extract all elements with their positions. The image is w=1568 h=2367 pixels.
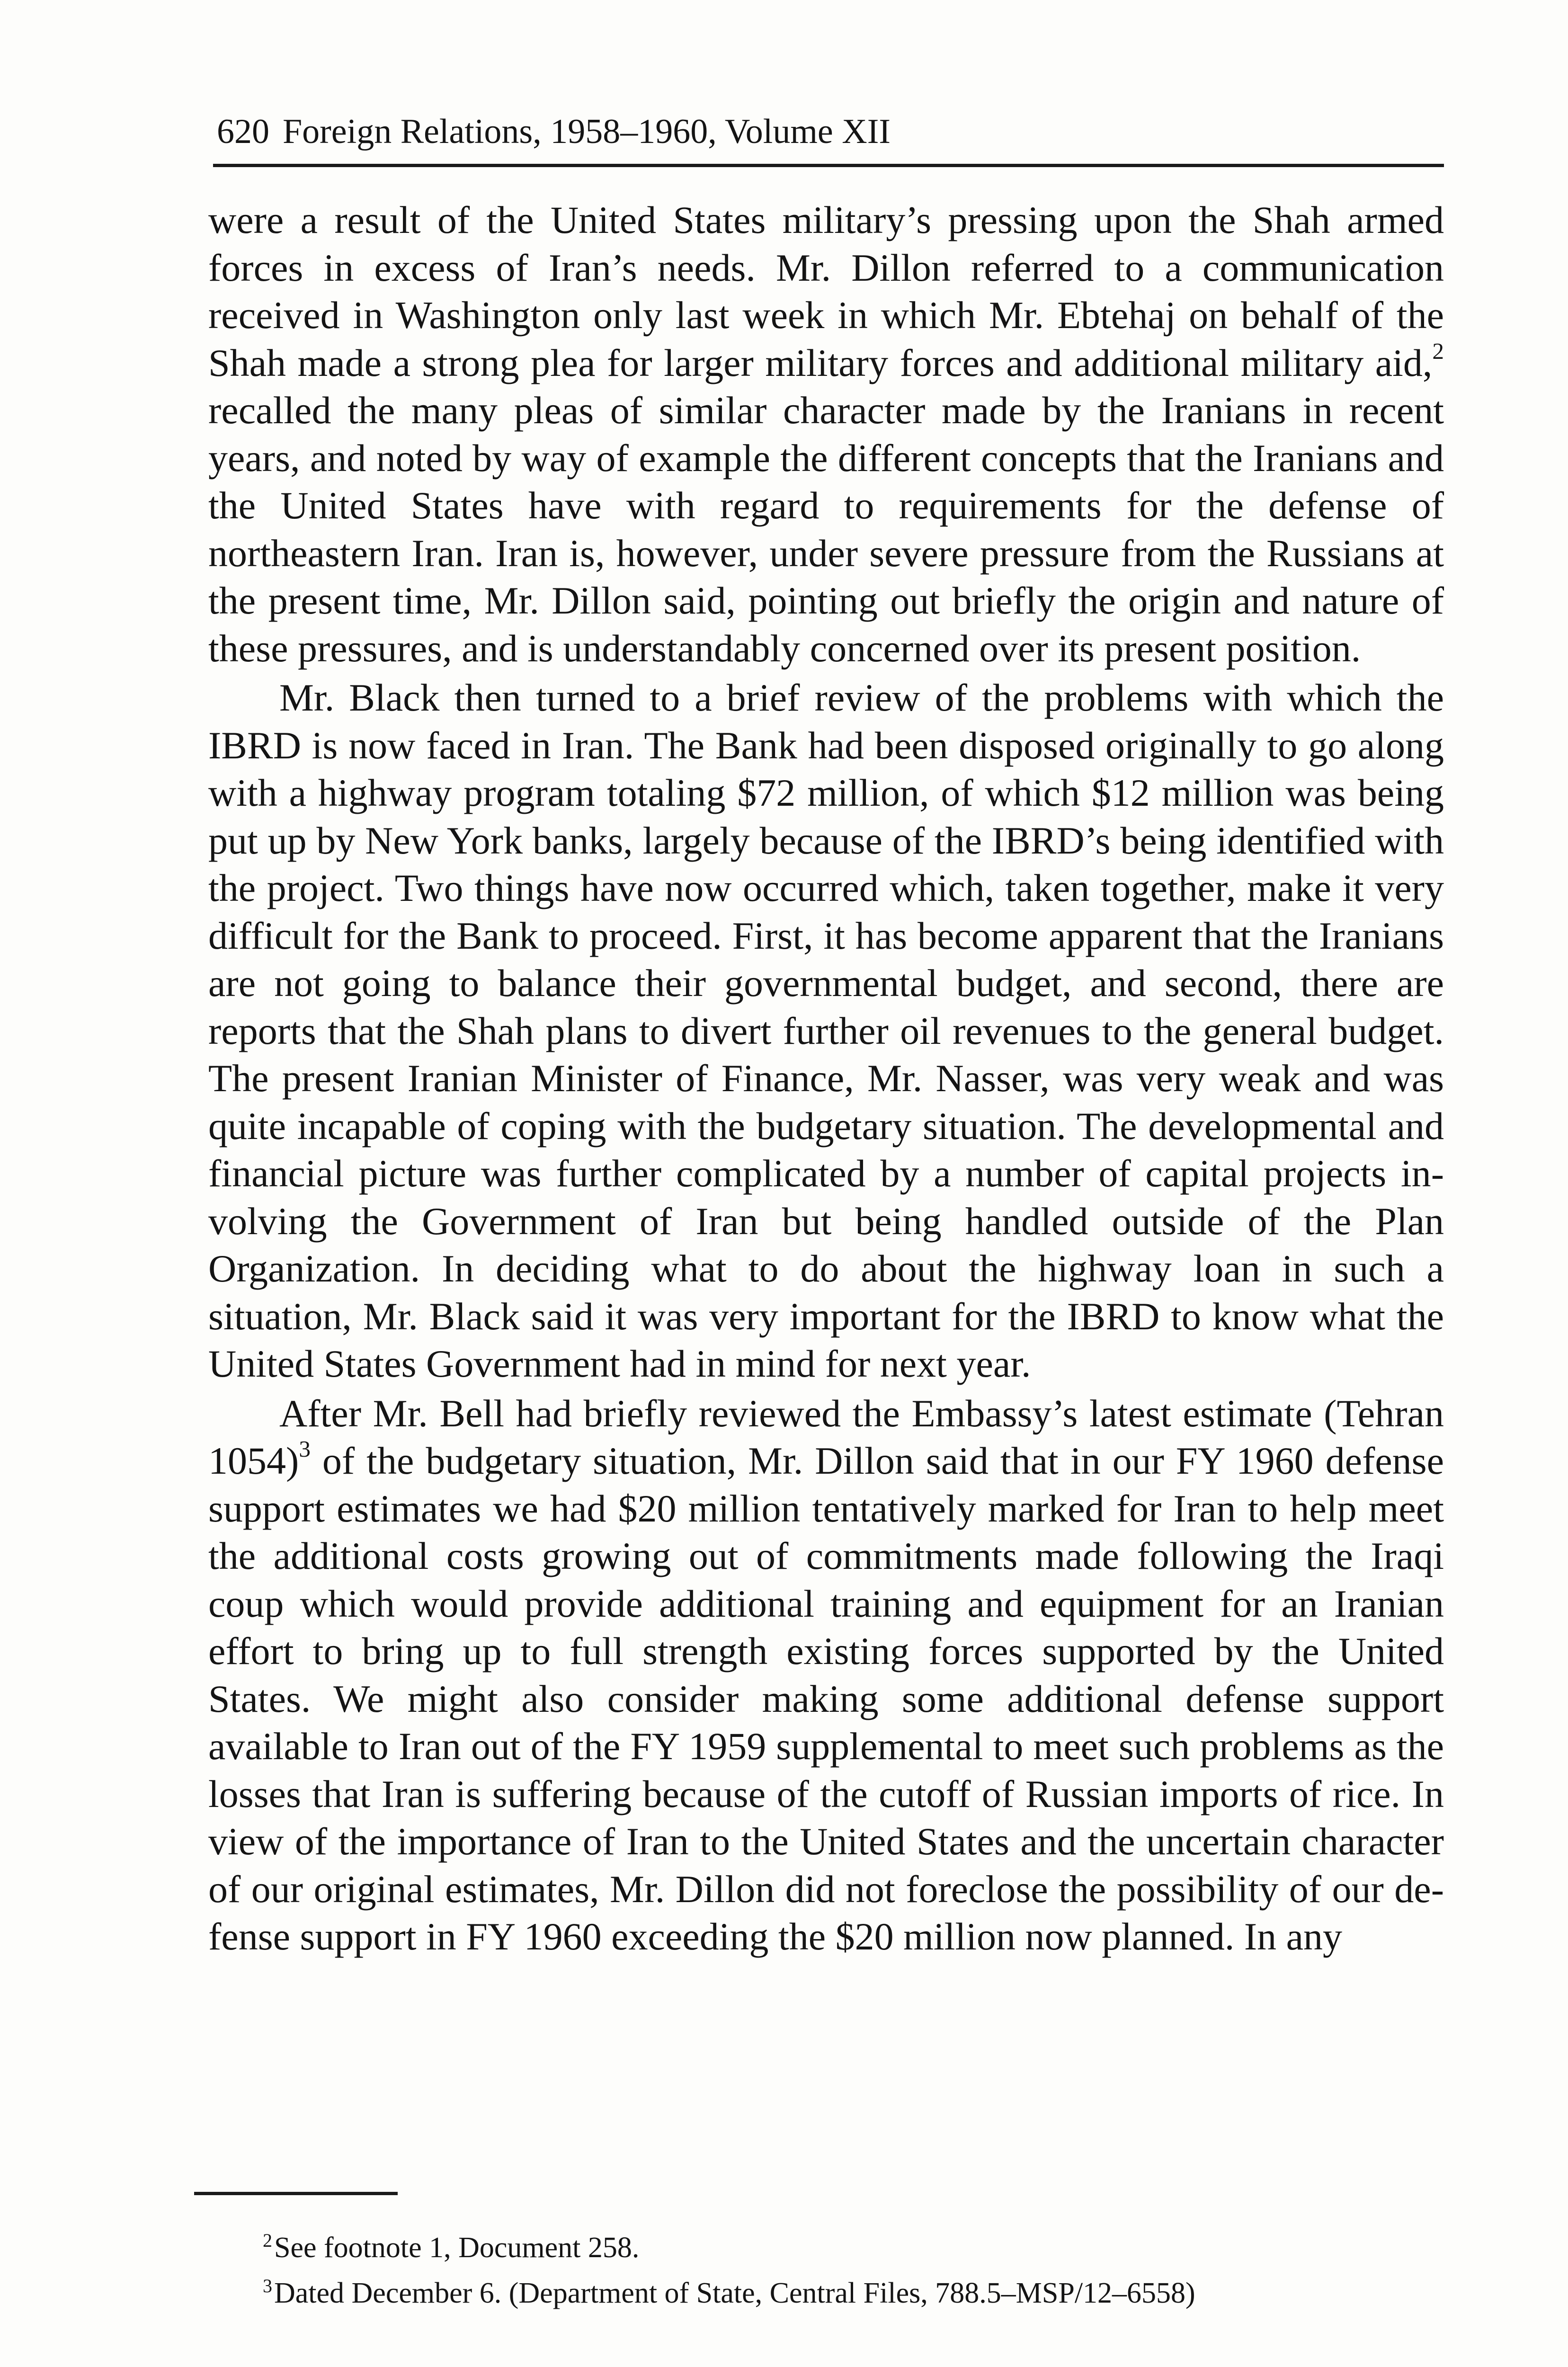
paragraph-2: Mr. Black then turned to a brief review of the problems with which the IBRD is now faced in Iran. The Bank had been disposed originally to go along with a highway program totaling $72 million, of which $12 million was being put up by New York banks, largely because of the IBRD’s being identified with the project. Two things have now occurred which, taken together, make it very difficult for the Bank to proceed. First, it has become apparent that the Iranians are not going to balance their governmental budget, and second, there are reports that the Shah plans to divert further oil revenues to the general budget. The present Iranian Minister of Finance, Mr. Nasser, was very weak and was quite incapable of coping with the budgetary situation. The developmental and financial picture was further complicated by a number of capital projects involving the Government of Iran but being handled outside of the Plan Organization. In deciding what to do about the highway loan in such a situation, Mr. Black said it was very important for the IBRD to know what the United States Government had in mind for next year. [208, 676, 1444, 1385]
paragraph-3-text-b: of the budgetary situation, Mr. Dillon said that in our FY 1960 defense support estimates we had $20 million tentatively marked for Iran to help meet the additional costs growing out of commitments made following the Iraqi coup which would provide additional training and equipment for an Iranian effort to bring up to full strength existing forces supported by the United States. We might also consider making some additional defense support available to Iran out of the FY 1959 supplemental to meet such problems as the losses that Iran is suffering because of the cutoff of Russian imports of rice. In view of the importance of Iran to the United States and the uncertain character of our original estimates, Mr. Dillon did not foreclose the possibility of our defense support in FY 1960 exceeding the $20 million now planned. In any [208, 1439, 1444, 1958]
paragraph-3 [208, 1390, 1444, 1961]
footnote [263, 2225, 1423, 2270]
footnote-mark: 2 [263, 2230, 272, 2251]
footnote-ref-2: 2 [1432, 338, 1444, 364]
footnote-rule [194, 2192, 398, 2195]
paragraph-1-text-a: were a result of the United States military’s pressing upon the Shah armed forces in excess of Iran’s needs. Mr. Dillon referred to a communication received in Washington only last week in which Mr. Ebtehaj on behalf of the Shah made a strong plea for larger military forces and additional military aid, [208, 198, 1444, 384]
paragraph-1 [208, 196, 1444, 672]
footnote [263, 2270, 1423, 2316]
footnotes [263, 2225, 1423, 2316]
footnote-text: See footnote 1, Document 258. [274, 2232, 640, 2264]
body-text [208, 196, 1444, 1961]
footnote-ref-3: 3 [299, 1436, 311, 1462]
footnote-text: Dated December 6. (Department of State, Central Files, 788.5–MSP/12–6558) [274, 2277, 1195, 2309]
page-number: 620 [217, 112, 269, 151]
running-head [217, 108, 1439, 155]
footnote-mark: 3 [263, 2275, 272, 2297]
header-rule [213, 164, 1444, 167]
running-title: Foreign Relations, 1958–1960, Volume XII [283, 112, 891, 151]
paragraph-3-text-a: After Mr. Bell had briefly reviewed the Embassy’s latest estimate (Tehran 1054) [208, 1391, 1444, 1482]
paragraph-1-text-b: recalled the many pleas of similar character made by the Iranians in recent years, and noted by way of example the different concepts that the Iranians and the United States have with regard to requirements for the defense of northeastern Iran. Iran is, however, under severe pressure from the Russians at the present time, Mr. Dillon said, pointing out briefly the origin and nature of these pressures, and is understandably concerned over its present position. [208, 389, 1444, 670]
